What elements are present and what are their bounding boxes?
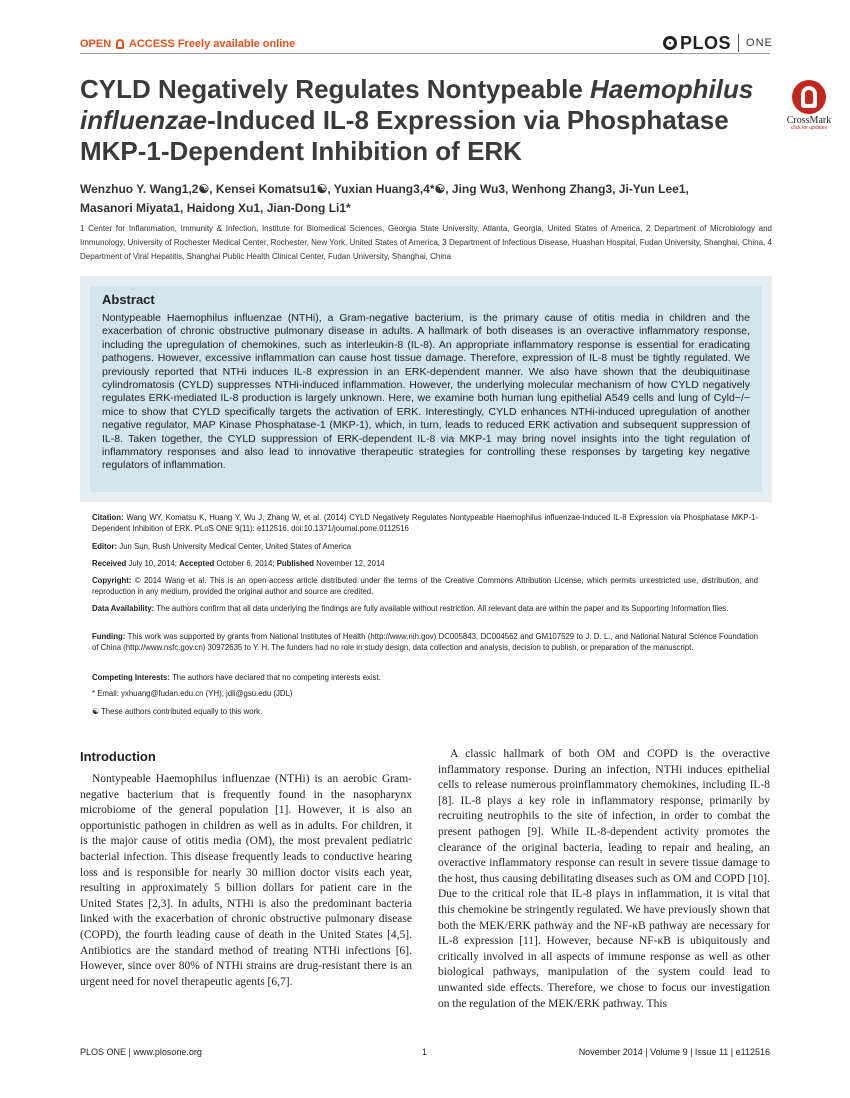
copyright-text: © 2014 Wang et al. This is an open-access article distributed under the terms of the Creative Commons Attribution License, which permits unrestricted use, distribution, and reproduction in any medium, provided the original author and source are credited. bbox=[92, 576, 759, 596]
competing-interests bbox=[92, 672, 758, 683]
one-word: ONE bbox=[746, 37, 773, 49]
corresponding-email: * Email: yxhuang@fudan.edu.cn (YH); jdli@gsu.edu (JDL) bbox=[92, 689, 293, 698]
funding-text: This work was supported by grants from National Institutes of Health (http://www.nih.gov) DC005843, DC004562 and GM107529 to J. D. L., and National Natural Science Foundation of China (http://www.nsfc.gov.cn) 30972635 to Y. H. The funders had no role in study design, data collection and analysis, decision to publish, or preparation of the manuscript. bbox=[92, 632, 759, 652]
footer-issue: November 2014 | Volume 9 | Issue 11 | e112516 bbox=[578, 1047, 770, 1057]
equal-contribution-note: ☯ These authors contributed equally to this work. bbox=[92, 707, 263, 716]
open-access-banner bbox=[80, 38, 295, 50]
accepted-date: October 6, 2014; bbox=[216, 559, 275, 568]
title-italic-1: Haemophilus bbox=[590, 74, 754, 104]
title-italic-2: influenzae bbox=[80, 105, 208, 135]
article-title bbox=[80, 74, 780, 167]
section-title-introduction: Introduction bbox=[80, 749, 156, 764]
competing-text: The authors have declared that no competing interests exist. bbox=[172, 673, 381, 682]
crossmark-label: CrossMark bbox=[786, 115, 832, 126]
dates bbox=[92, 558, 758, 569]
accepted-label: Accepted bbox=[179, 559, 215, 568]
body-column-left: Nontypeable Haemophilus influenzae (NTHi) is an aerobic Gram-negative bacterium that is frequently found in the nasopharynx microbiome of the general population [1]. However, it is also an opportunistic pathogen in children as well as in adults. For children, it is the major cause of otitis media (OM), the most prevalent pediatric bacterial infection. This disease frequently leads to conductive hearing loss and is responsible for nearly 30 million doctor visits each year, resulting in approximately 5 billion dollars for patient care in the United States [2,3]. In adults, NTHi is also the predominant bacteria linked with the exacerbation of chronic obstructive pulmonary disease (COPD), the fourth leading cause of death in the United States [4,5]. Antibiotics are the standard method of treating NTHi infections [6]. However, since over 80% of NTHi strains are drug-resistant there is an urgent need for novel therapeutic agents [6,7]. bbox=[80, 773, 412, 988]
freely-available-label: Freely available online bbox=[177, 38, 296, 50]
citation bbox=[92, 512, 758, 534]
footer-journal: PLOS ONE | www.plosone.org bbox=[80, 1047, 202, 1057]
body-column-right: A classic hallmark of both OM and COPD is the overactive inflammatory response. During an infection, NTHi induces epithelial cells to release numerous proinflammatory chemokines, including IL-8 [8]. IL-8 plays a key role in inflammatory response, primarily by recruiting neutrophils to the site of infection, in order to combat the present pathogen [9]. While IL-8-dependent activity promotes the clearance of the original bacteria, leading to repair and healing, an overactive inflammatory response can result in severe tissue damage to the host, thus causing debilitating diseases such as OM and COPD [10]. Due to the critical role that IL-8 plays in inflammation, it is vital that this chemokine be stringently regulated. We have previously shown that both the MEK/ERK pathway and the NF-κB pathway are necessary for IL-8 expression [11]. However, because NF-κB is ubiquitously and critically involved in all aspects of immune response as well as other biological pathways, manipulation of the system could lead to unwanted side effects. Therefore, we chose to focus our investigation on the regulation of the MEK/ERK pathway. This bbox=[438, 748, 770, 1010]
abstract-box bbox=[80, 276, 772, 502]
author-list bbox=[80, 180, 780, 218]
title-text-1: CYLD Negatively Regulates Nontypeable bbox=[80, 74, 583, 104]
footer-page-number: 1 bbox=[422, 1047, 428, 1057]
editor-text: Jun Sun, Rush University Medical Center, United States of America bbox=[119, 542, 352, 551]
header-rule bbox=[80, 53, 770, 54]
abstract-heading: Abstract bbox=[102, 292, 155, 307]
received-date: July 10, 2014; bbox=[128, 559, 177, 568]
title-text-2: -Induced IL-8 Expression via Phosphatase bbox=[207, 105, 729, 135]
crossmark-icon bbox=[792, 80, 826, 114]
crossmark-badge[interactable] bbox=[784, 80, 834, 131]
copyright bbox=[92, 575, 758, 597]
citation-label: Citation: bbox=[92, 513, 124, 522]
access-label: ACCESS bbox=[128, 38, 175, 50]
author-line-1: Wenzhuo Y. Wang1,2☯, Kensei Komatsu1☯, Yuxian Huang3,4*☯, Jing Wu3, Wenhong Zhang3, Ji-Yun Lee1, bbox=[80, 182, 689, 196]
editor-label: Editor: bbox=[92, 542, 118, 551]
plos-mark-icon bbox=[663, 36, 677, 50]
abstract-text: Nontypeable Haemophilus influenzae (NTHi), a Gram-negative bacterium, is the primary cause of otitis media in children and the exacerbation of chronic obstructive pulmonary disease in adults. A hallmark of both diseases is an overactive inflammatory response, including the upregulation of chemokines, such as interleukin-8 (IL-8). An appropriate inflammatory response is essential for eradicating pathogens. However, excessive inflammation can cause host tissue damage. Therefore, expression of IL-8 must be tightly regulated. We previously reported that NTHi induces IL-8 expression in an ERK-dependent manner. We also have shown that the deubiquitinase cylindromatosis (CYLD) suppresses NTHi-induced inflammation. However, the underlying molecular mechanism of how CYLD negatively regulates ERK-mediated IL-8 production is largely unknown. Here, we examine both human lung epithelial A549 cells and lung of Cyld−/− mice to show that CYLD specifically targets the activation of ERK. Interestingly, CYLD enhances NTHi-induced upregulation of another negative regulator, MAP Kinase Phosphatase-1 (MKP-1), which, in turn, leads to reduced ERK activation and subsequent suppression of IL-8. Taken together, the CYLD suppression of ERK-dependent IL-8 via MKP-1 may bring novel insights into the tight regulation of inflammatory responses and also lead to innovative therapeutic strategies for controlling these responses by targeting key negative regulators of inflammation. bbox=[102, 312, 750, 472]
plos-one-logo[interactable] bbox=[663, 32, 773, 54]
availability-label: Data Availability: bbox=[92, 604, 155, 613]
copyright-label: Copyright: bbox=[92, 576, 132, 585]
editor bbox=[92, 541, 758, 552]
crossmark-sublabel: click for updates bbox=[790, 125, 828, 131]
affiliations: 1 Center for Inflammation, Immunity & Infection, Institute for Biomedical Sciences, Georgia State University, Atlanta, Georgia, United States of America, 2 Department of Microbiology and Immunology, University of Rochester Medical Center, Rochester, New York, United States of America, 3 Department of Infectious Disease, Huashan Hospital, Fudan University, Shanghai, China, 4 Department of Viral Hepatitis, Shanghai Public Health Clinical Center, Fudan University, Shanghai, China bbox=[80, 224, 772, 261]
logo-divider bbox=[738, 34, 739, 52]
received-label: Received bbox=[92, 559, 127, 568]
author-line-2: Masanori Miyata1, Haidong Xu1, Jian-Dong Li1* bbox=[80, 201, 351, 215]
published-label: Published bbox=[276, 559, 314, 568]
competing-label: Competing Interests: bbox=[92, 673, 170, 682]
open-access-lock-icon bbox=[116, 39, 124, 49]
title-line-2 bbox=[80, 105, 780, 136]
data-availability bbox=[92, 603, 758, 614]
funding bbox=[92, 631, 758, 653]
plos-word: PLOS bbox=[680, 32, 732, 53]
open-label: OPEN bbox=[80, 38, 112, 50]
abstract-panel bbox=[90, 286, 762, 492]
published-date: November 12, 2014 bbox=[316, 559, 385, 568]
funding-label: Funding: bbox=[92, 632, 126, 641]
citation-text: Wang WY, Komatsu K, Huang Y, Wu J, Zhang W, et al. (2014) CYLD Negatively Regulates Nontypeable Haemophilus influenzae-Induced IL-8 Expression via Phosphatase MKP-1-Dependent Inhibition of ERK. PLoS ONE 9(11): e112516. doi:10.1371/journal.pone.0112516 bbox=[92, 513, 759, 533]
title-line-1 bbox=[80, 74, 780, 105]
title-line-3: MKP-1-Dependent Inhibition of ERK bbox=[80, 136, 522, 166]
availability-text: The authors confirm that all data underlying the findings are fully available without restriction. All relevant data are within the paper and its Supporting Information files. bbox=[156, 604, 729, 613]
